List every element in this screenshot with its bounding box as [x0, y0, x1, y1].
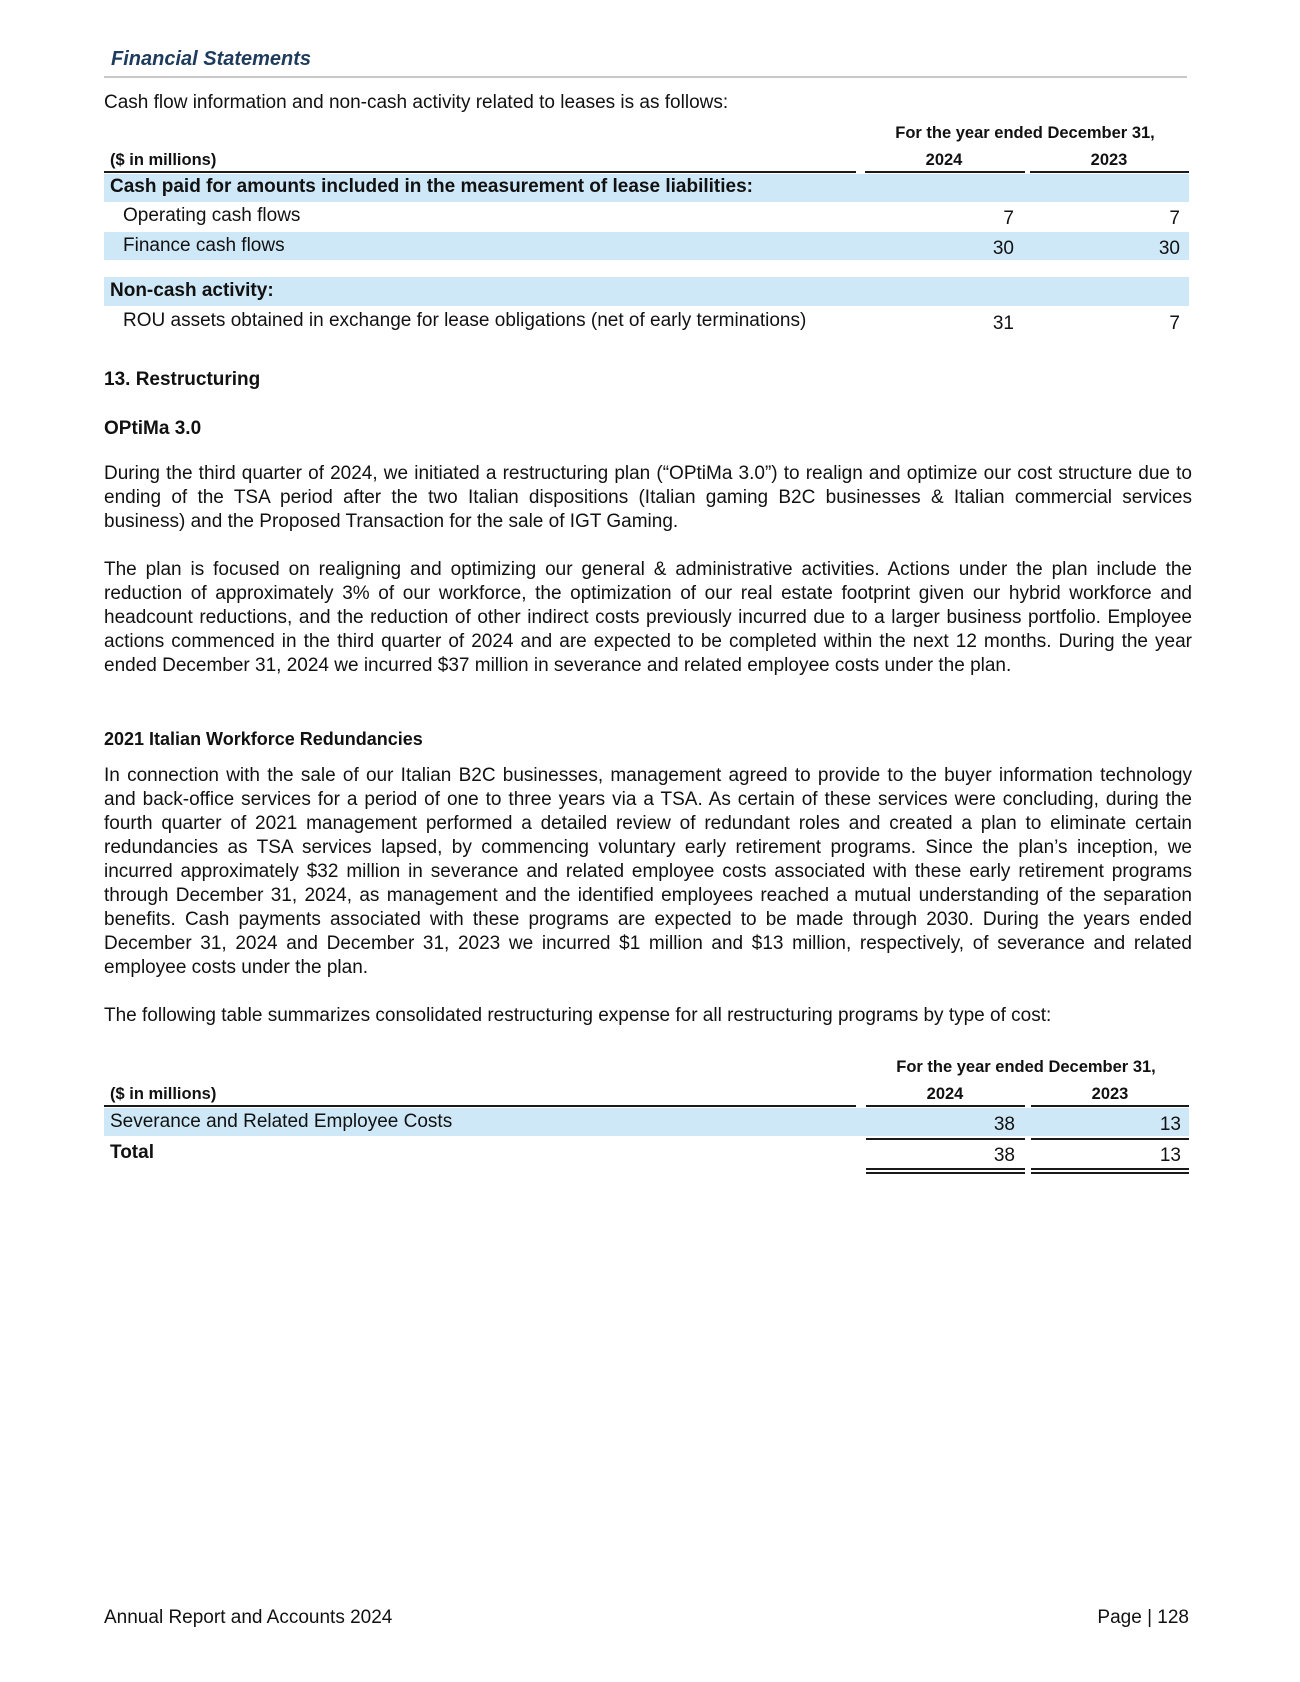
- non-cash-section-label: Non-cash activity:: [110, 280, 274, 301]
- restructuring-heading: 13. Restructuring: [104, 369, 261, 390]
- total-rule-2024: [866, 1138, 1025, 1140]
- table-row-value-2023: 7: [1169, 208, 1180, 229]
- lease-col-2023: 2023: [1090, 151, 1128, 169]
- lease-period-header: For the year ended December 31,: [895, 124, 1155, 142]
- total-row-value-2023: 13: [1159, 1145, 1181, 1166]
- restructuring-header-rule-label: [104, 1105, 856, 1107]
- table-row-label: Operating cash flows: [123, 205, 301, 226]
- lease-unit-label: ($ in millions): [110, 151, 217, 169]
- optima-paragraph-2: The plan is focused on realigning and optimizing our general & administrative activities. Actions under the plan include the reduction of approximately 3% of our workforce, the optimization of our real estate footprint given our hybrid workforce and headcount reductions, and the reduction of other indirect costs previously incurred due to a larger business portfolio. Employee actions commenced in the third quarter of 2024 and are expected to be completed within the next 12 months. During the year ended December 31, 2024 we incurred $37 million in severance and related employee costs under the plan.: [104, 559, 1192, 676]
- restructuring-summary-intro: The following table summarizes consolidated restructuring expense for all restructuring programs by type of cost:: [104, 1005, 1052, 1026]
- lease-intro-text: Cash flow information and non-cash activity related to leases is as follows:: [104, 92, 729, 113]
- lease-col-2024: 2024: [925, 151, 963, 169]
- table-row-value-2023: 30: [1158, 238, 1180, 259]
- restructuring-col-2024: 2024: [926, 1085, 964, 1103]
- table-row-value-2023: 7: [1169, 313, 1180, 334]
- restructuring-header-rule-2023: [1031, 1105, 1189, 1107]
- optima-paragraph-1: During the third quarter of 2024, we initiated a restructuring plan (“OPtiMa 3.0”) to realign and optimize our cost structure due to ending of the TSA period after the two Italian dispositions (Italian gaming B2C businesses & Italian commercial services business) and the Proposed Transaction for the sale of IGT Gaming.: [104, 463, 1192, 532]
- restructuring-header-rule-2024: [866, 1105, 1025, 1107]
- restructuring-col-2023: 2023: [1091, 1085, 1129, 1103]
- optima-heading: OPtiMa 3.0: [104, 418, 202, 439]
- table-row-label: Severance and Related Employee Costs: [110, 1111, 453, 1132]
- restructuring-period-header: For the year ended December 31,: [896, 1058, 1156, 1076]
- table-row-value-2023: 13: [1159, 1114, 1181, 1135]
- restructuring-unit-label: ($ in millions): [110, 1085, 217, 1103]
- total-double-rule-2023: [1031, 1168, 1189, 1174]
- total-row-label: Total: [110, 1142, 154, 1163]
- total-row-value-2024: 38: [993, 1145, 1015, 1166]
- italian-redundancies-heading: 2021 Italian Workforce Redundancies: [104, 729, 423, 749]
- table-row-value-2024: 7: [1003, 208, 1014, 229]
- cash-paid-section-label: Cash paid for amounts included in the measurement of lease liabilities:: [110, 176, 753, 197]
- table-row-value-2024: 38: [993, 1114, 1015, 1135]
- table-row-value-2024: 30: [992, 238, 1014, 259]
- lease-header-rule-2023: [1030, 171, 1189, 173]
- table-row-label: Finance cash flows: [123, 235, 285, 256]
- total-rule-2023: [1031, 1138, 1189, 1140]
- footer-report-title: Annual Report and Accounts 2024: [104, 1607, 393, 1628]
- table-row-label: ROU assets obtained in exchange for lease obligations (net of early terminations): [123, 310, 807, 331]
- lease-header-rule-label: [104, 171, 856, 173]
- header-divider: [104, 76, 1187, 78]
- footer-page-number: Page | 128: [1097, 1607, 1189, 1628]
- italian-redundancies-paragraph: In connection with the sale of our Italian B2C businesses, management agreed to provide to the buyer information technology and back-office services for a period of one to three years via a TSA. As certain of these services were concluding, during the fourth quarter of 2021 management performed a detailed review of redundant roles and created a plan to eliminate certain redundancies as TSA services lapsed, by commencing voluntary early retirement programs. Since the plan’s inception, we incurred approximately $32 million in severance and related employee costs associated with these early retirement programs through December 31, 2024, as management and the identified employees reached a mutual understanding of the separation benefits. Cash payments associated with these programs are expected to be made through 2030. During the years ended December 31, 2024 and December 31, 2023 we incurred $1 million and $13 million, respectively, of severance and related employee costs under the plan.: [104, 765, 1192, 978]
- lease-header-rule-2024: [865, 171, 1025, 173]
- page-header-title: Financial Statements: [111, 48, 312, 70]
- table-row-value-2024: 31: [992, 313, 1014, 334]
- total-double-rule-2024: [866, 1168, 1025, 1174]
